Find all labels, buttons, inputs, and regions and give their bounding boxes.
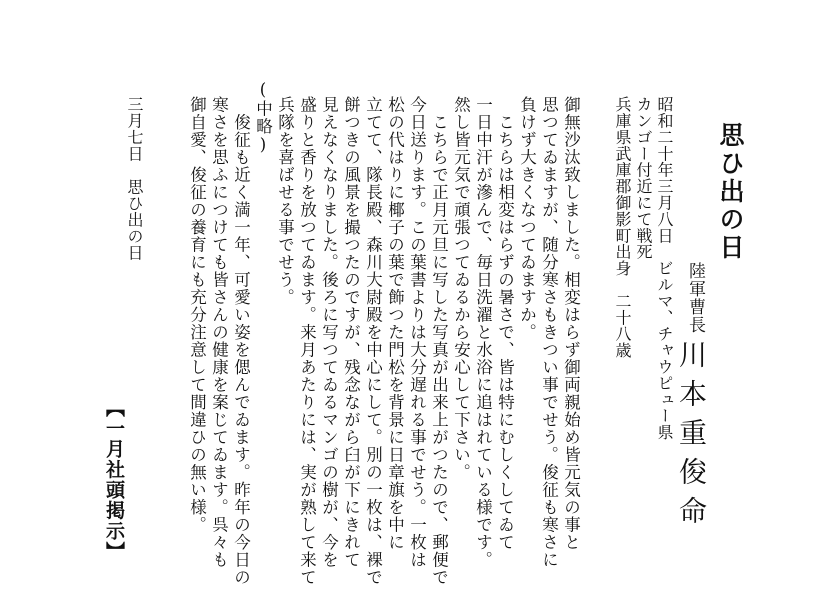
letter-line: 寒さを思ふにつけても皆さんの健康を案じてゐます。呉々も <box>209 96 229 569</box>
letter-line: 俊征も近く満一年、可愛い姿を偲んでゐます。昨年の今日の <box>231 96 251 586</box>
author-rank: 陸軍曹長 <box>685 262 705 334</box>
shrine-notice-label: 【一月社頭掲示】 <box>103 398 125 562</box>
letter-line: 一日中汗が滲んで、毎日洗濯と水浴に追はれている様です。 <box>473 96 493 569</box>
letter-line: 今日送ります。この葉書よりは大分遅れる事でせう。一枚は <box>407 96 427 569</box>
letter-line: 御自愛、俊征の養育にも充分注意して間違ひの無い様。 <box>187 96 207 534</box>
letter-line: 思つてゐますが、随分寒さもきつい事でせう。俊征も寒さに <box>539 96 559 569</box>
letter-line: こちらで正月元旦に写した写真が出来上がつたので、郵便で <box>429 96 449 586</box>
letter-line: (中略) <box>253 80 273 155</box>
letter-line: 見えなくなりました。後ろに写つてゐるマンゴの樹が、今を <box>319 96 339 569</box>
letter-line: 御無沙汰致しました。相変はらず御両親始め皆元気の事と <box>561 96 581 551</box>
letter-line: 松の代はりに椰子の葉で飾つた門松を背景に日章旗を中に <box>385 96 405 551</box>
author-info-line: 昭和二十年三月八日 ビルマ、チャウピュー県 <box>655 96 674 441</box>
letter-line: 盛りと香りを放つてゐます。来月あたりには、実が熟して来て <box>297 96 317 586</box>
letter-line: 負けず大きくなつてゐますか。 <box>517 96 537 341</box>
letter-line: 兵隊を喜ばせる事でせう。 <box>275 96 295 306</box>
author-name: 川本重俊命 <box>675 340 708 535</box>
letter-line: 然し皆元気で頑張つてゐるから安心して下さい。 <box>451 96 471 481</box>
author-info-line: カンゴー付近にて戦死 <box>634 96 653 260</box>
author-info-line: 兵庫県武庫郡御影町出身 二十八歳 <box>613 96 632 359</box>
page-title: 思ひ出の日 <box>716 122 745 262</box>
letter-line: 立てて、隊長殿、森川大尉殿を中心にして。別の一枚は、裸で <box>363 96 383 586</box>
letter-line: こちらは相変はらずの暑さで、皆は特にむしくしてゐて <box>495 96 515 551</box>
letter-date: 三月七日 思ひ出の日 <box>125 96 144 261</box>
letter-line: 餅つきの風景を撮つたのですが、残念ながら臼が下にきれて <box>341 96 361 569</box>
